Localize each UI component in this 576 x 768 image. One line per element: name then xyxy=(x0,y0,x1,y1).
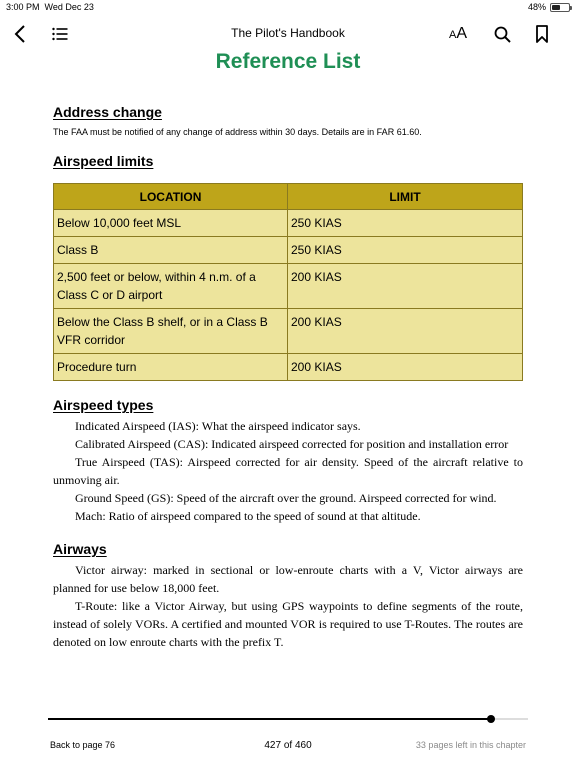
section-title-address-change: Address change xyxy=(53,104,162,120)
text-size-small-a: A xyxy=(448,29,457,41)
address-change-text: The FAA must be notified of any change of address within 30 days. Details are in FAR 61.60. xyxy=(53,127,422,137)
limit-cell: 200 KIAS xyxy=(288,354,523,381)
section-title-airspeed-limits: Airspeed limits xyxy=(53,153,154,169)
column-header-location: LOCATION xyxy=(54,184,288,210)
paragraph: T-Route: like a Victor Airway, but using GPS waypoints to define segments of the route, instead of solely VORs. A certified and mounted VOR is required to use T-Routes. The routes are denoted on low enroute charts with the prefix T. xyxy=(53,599,523,649)
pages-left-in-chapter: 33 pages left in this chapter xyxy=(415,740,526,750)
battery-fill xyxy=(552,5,560,10)
paragraph: Ground Speed (GS): Speed of the aircraft over the ground. Airspeed corrected for wind. xyxy=(75,491,497,505)
location-cell: Class B xyxy=(54,237,288,264)
airspeed-types-body xyxy=(53,417,523,525)
book-title: The Pilot's Handbook xyxy=(231,26,345,40)
search-icon xyxy=(494,26,511,43)
back-to-page-link[interactable]: Back to page 76 xyxy=(50,740,116,750)
status-time xyxy=(6,2,94,12)
scrubber-progress xyxy=(48,718,491,720)
limit-cell: 200 KIAS xyxy=(288,309,523,354)
status-date: Wed Dec 23 xyxy=(44,2,94,12)
bookmark-button[interactable] xyxy=(528,20,556,48)
text-size-icon xyxy=(449,26,467,42)
table-row xyxy=(54,210,523,237)
airspeed-limits-table xyxy=(53,183,523,381)
paragraph: Indicated Airspeed (IAS): What the airspeed indicator says. xyxy=(75,419,361,433)
location-cell: Below 10,000 feet MSL xyxy=(54,210,288,237)
airways-body xyxy=(53,561,523,651)
page-content xyxy=(53,104,523,651)
paragraph: Mach: Ratio of airspeed compared to the speed of sound at that altitude. xyxy=(75,509,421,523)
section-title-airways: Airways xyxy=(53,541,107,557)
battery-percent: 48% xyxy=(527,2,546,12)
paragraph: True Airspeed (TAS): Airspeed corrected for air density. Speed of the aircraft relative to unmoving air. xyxy=(53,455,523,487)
font-size-button[interactable] xyxy=(444,20,472,48)
reader-toolbar xyxy=(0,16,576,52)
battery-tip xyxy=(570,6,572,10)
page-position: 427 of 460 xyxy=(264,740,312,751)
location-cell: Procedure turn xyxy=(54,354,288,381)
limit-cell: 200 KIAS xyxy=(288,264,523,309)
page-scrubber[interactable] xyxy=(48,718,528,720)
table-row xyxy=(54,264,523,309)
status-clock: 3:00 PM xyxy=(6,2,40,12)
bookmark-icon xyxy=(536,25,548,43)
battery-icon xyxy=(550,3,570,12)
column-header-limit: LIMIT xyxy=(288,184,523,210)
table-row xyxy=(54,309,523,354)
paragraph: Victor airway: marked in sectional or low-enroute charts with a V, Victor airways are planned for use below 18,000 feet. xyxy=(53,563,523,595)
text-size-large-a: A xyxy=(456,25,467,42)
table-header-row xyxy=(54,184,523,210)
table-row xyxy=(54,354,523,381)
section-title-airspeed-types: Airspeed types xyxy=(53,397,154,413)
scrubber-handle[interactable] xyxy=(487,715,495,723)
table-row xyxy=(54,237,523,264)
status-right xyxy=(528,2,570,12)
limit-cell: 250 KIAS xyxy=(288,210,523,237)
location-cell: 2,500 feet or below, within 4 n.m. of a Class C or D airport xyxy=(54,264,288,309)
limit-cell: 250 KIAS xyxy=(288,237,523,264)
page-heading: Reference List xyxy=(215,50,361,73)
status-bar xyxy=(0,0,576,14)
location-cell: Below the Class B shelf, or in a Class B VFR corridor xyxy=(54,309,288,354)
paragraph: Calibrated Airspeed (CAS): Indicated airspeed corrected for position and installation error xyxy=(75,437,509,451)
search-button[interactable] xyxy=(488,20,516,48)
